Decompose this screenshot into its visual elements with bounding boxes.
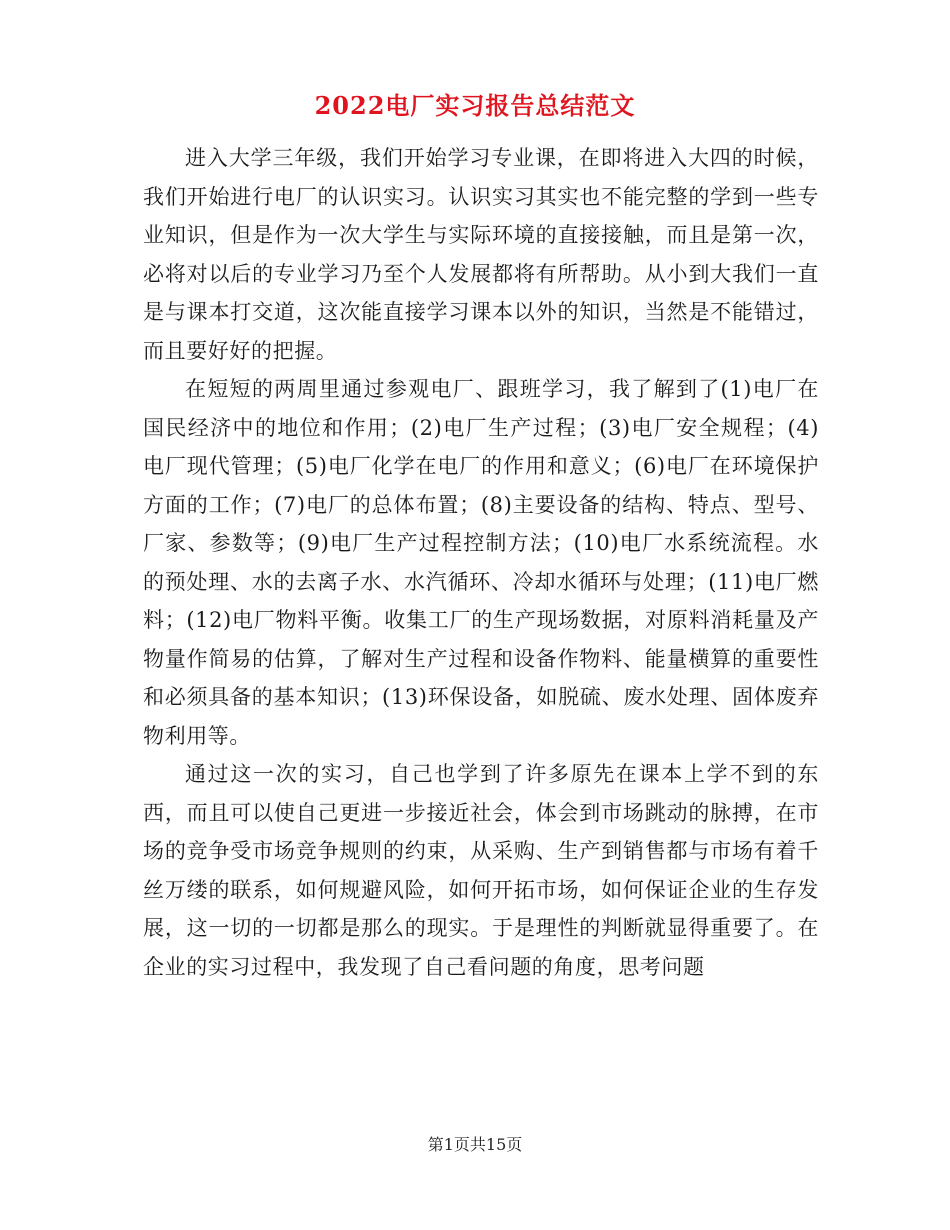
document-title: 2022电厂实习报告总结范文 — [314, 91, 636, 120]
page-number-footer: 第1页共15页 — [427, 1135, 523, 1154]
paragraph-1: 进入大学三年级，我们开始学习专业课，在即将进入大四的时候，我们开始进行电厂的认识实习。认识实习其实也不能完整的学到一些专业知识，但是作为一次大学生与实际环境的直接接触，而且是第一次，必将对以后的专业学习乃至个人发展都将有所帮助。从小到大我们一直是与课本打交道，这次能直接学习课本以外的知识，当然是不能错过，而且要好好的把握。 — [143, 146, 819, 363]
document-body — [143, 139, 819, 986]
paragraph-2: 在短短的两周里通过参观电厂、跟班学习，我了解到了(1)电厂在国民经济中的地位和作用；(2)电厂生产过程；(3)电厂安全规程；(4)电厂现代管理；(5)电厂化学在电厂的作用和意义；(6)电厂在环境保护方面的工作；(7)电厂的总体布置；(8)主要设备的结构、特点、型号、厂家、参数等；(9)电厂生产过程控制方法；(10)电厂水系统流程。水的预处理、水的去离子水、水汽循环、冷却水循环与处理；(11)电厂燃料；(12)电厂物料平衡。收集工厂的生产现场数据，对原料消耗量及产物量作简易的估算，了解对生产过程和设备作物料、能量横算的重要性和必须具备的基本知识；(13)环保设备，如脱硫、废水处理、固体废弃物利用等。 — [143, 377, 819, 748]
paragraph-3: 通过这一次的实习，自己也学到了许多原先在课本上学不到的东西，而且可以使自己更进一步接近社会，体会到市场跳动的脉搏，在市场的竞争受市场竞争规则的约束，从采购、生产到销售都与市场有着千丝万缕的联系，如何规避风险，如何开拓市场，如何保证企业的生存发展，这一切的一切都是那么的现实。于是理性的判断就显得重要了。在企业的实习过程中，我发现了自己看问题的角度，思考问题 — [143, 762, 819, 979]
